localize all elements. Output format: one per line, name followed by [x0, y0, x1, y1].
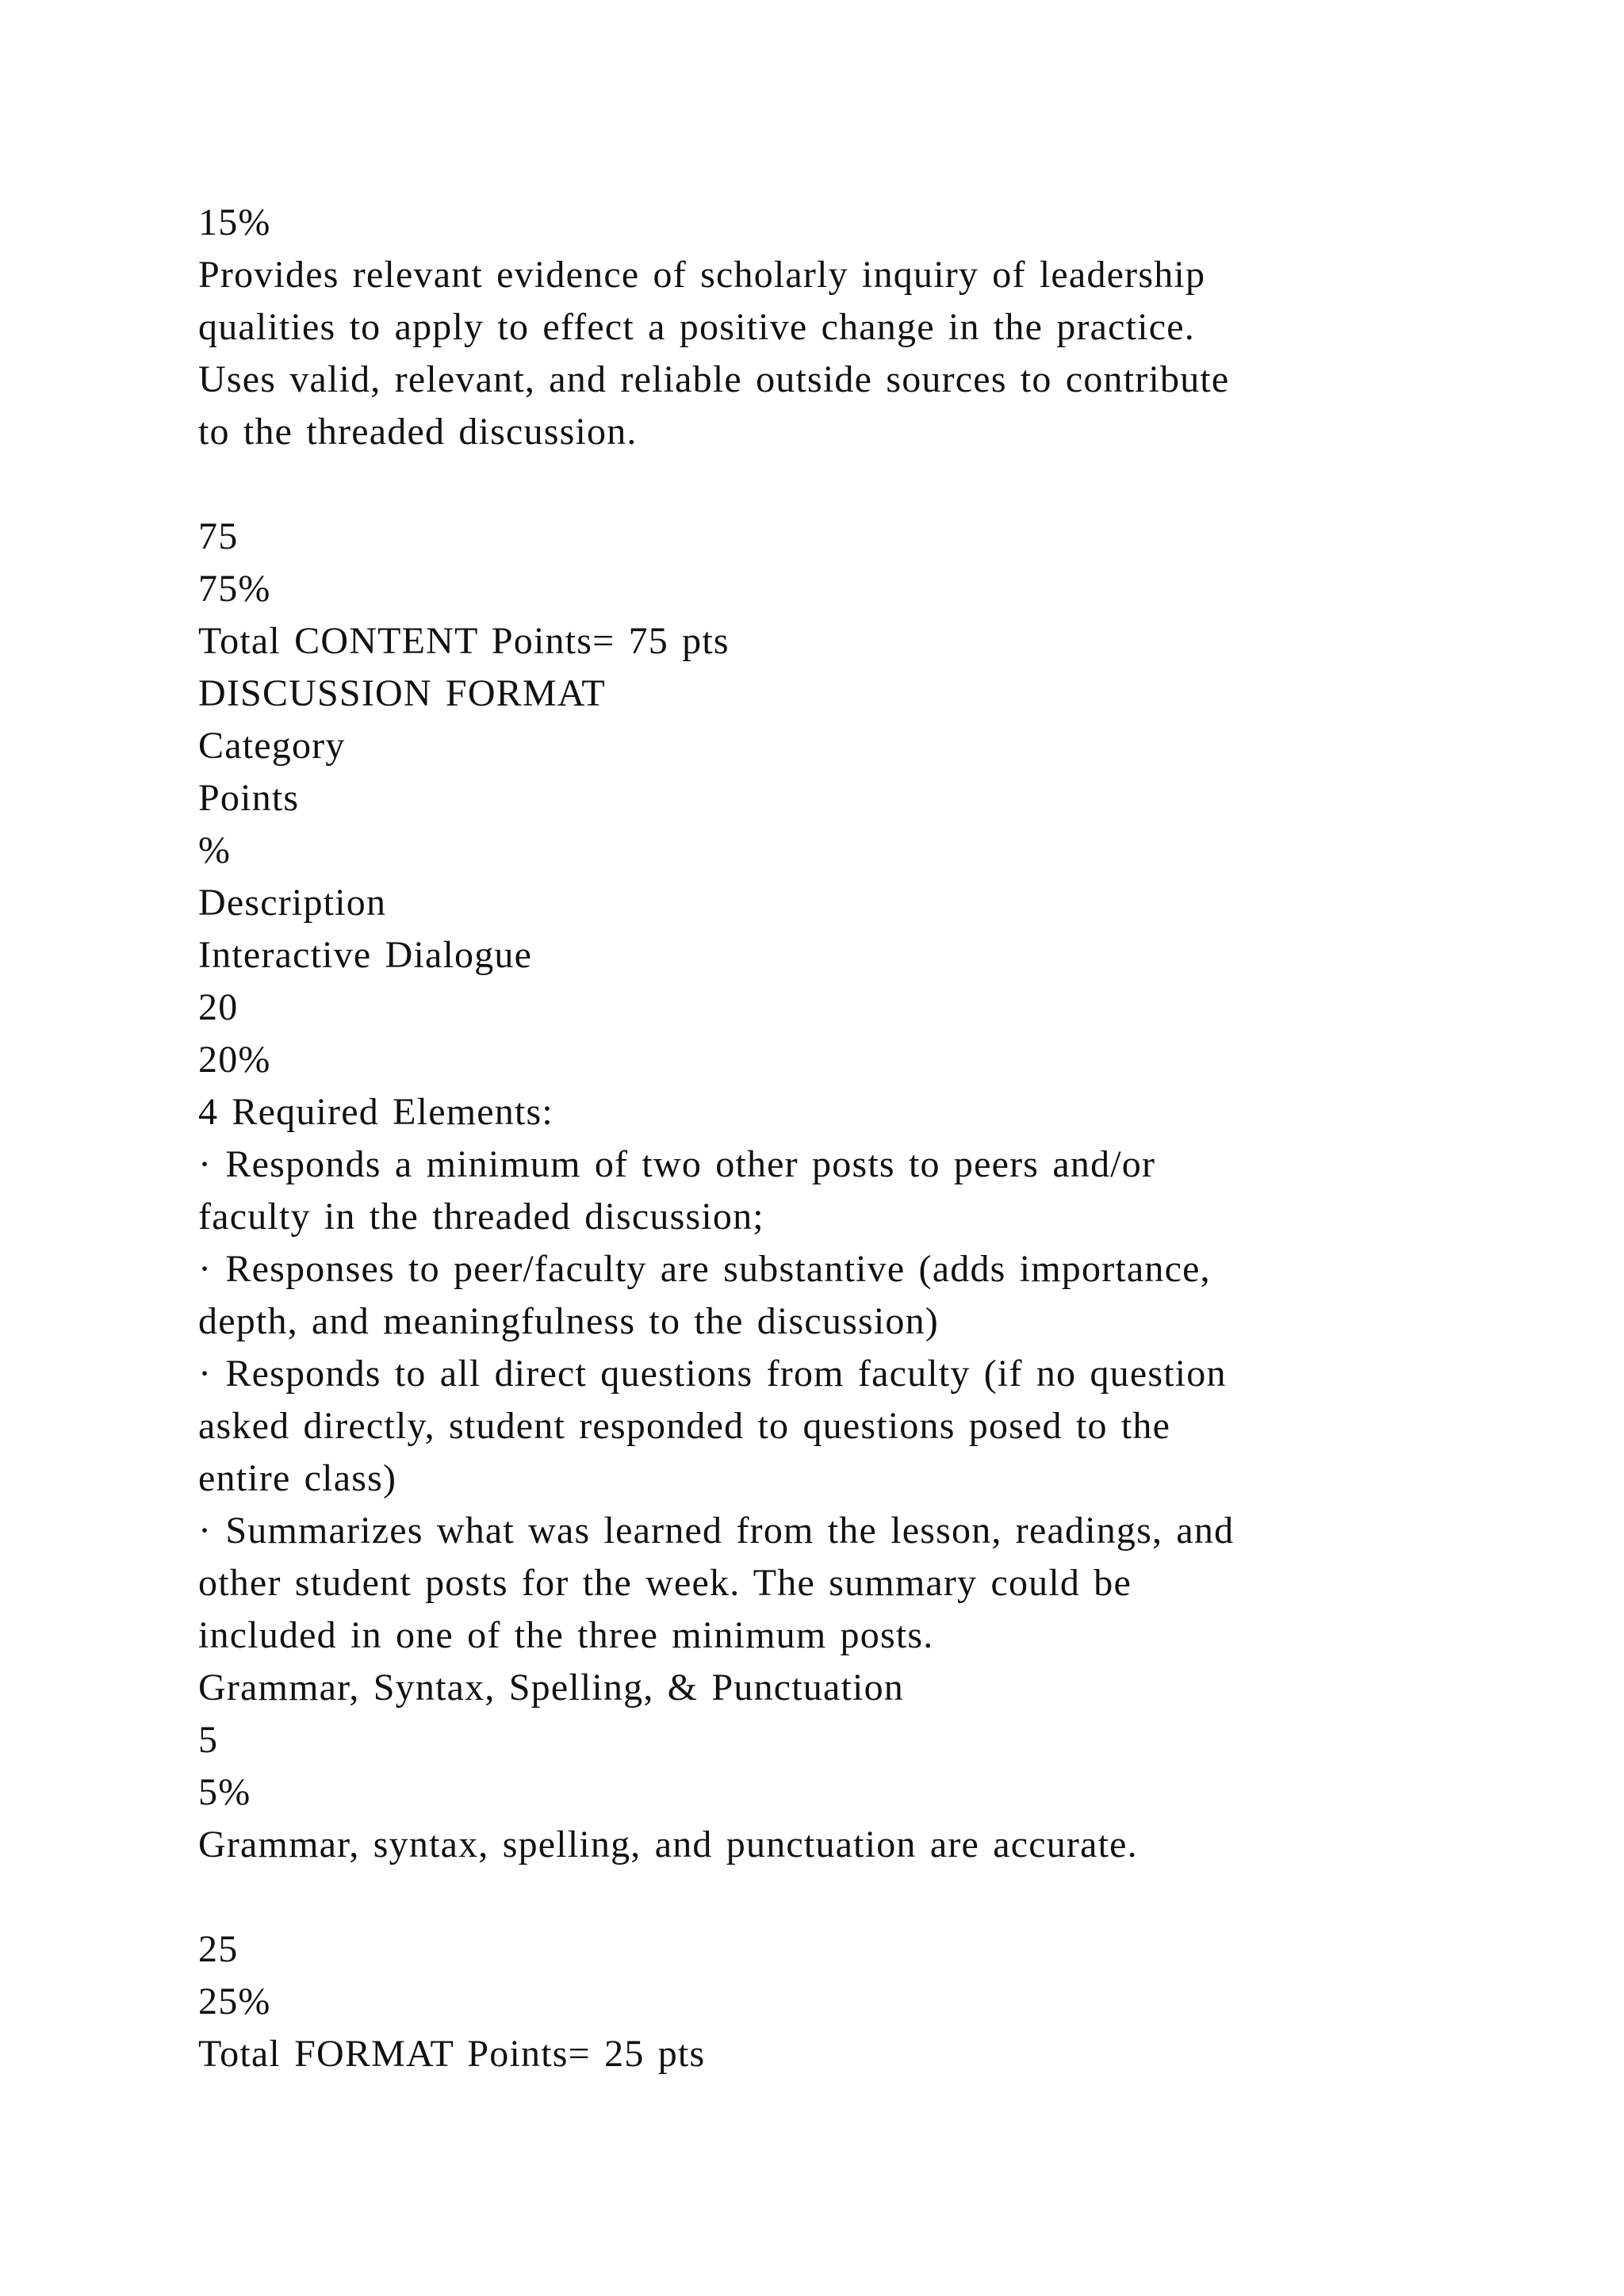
text-line: other student posts for the week. The summary could be: [198, 1562, 1132, 1604]
text-line: qualities to apply to effect a positive change in the practice.: [198, 306, 1195, 348]
text-line: to the threaded discussion.: [198, 411, 638, 453]
bullet-line: · Responses to peer/faculty are substantive (adds importance,: [198, 1248, 1211, 1290]
column-header-points: Points: [198, 777, 300, 819]
column-header-percent: %: [198, 829, 232, 871]
text-line: Grammar, syntax, spelling, and punctuation are accurate.: [198, 1823, 1138, 1866]
text-line: 75: [198, 515, 239, 557]
bullet-line: · Responds a minimum of two other posts to peers and/or: [198, 1143, 1156, 1185]
text-line: depth, and meaningfulness to the discussion): [198, 1300, 939, 1342]
text-line: 5: [198, 1719, 219, 1761]
blank-line: [198, 1871, 1467, 1923]
text-line: 75%: [198, 568, 271, 610]
text-line: 15%: [198, 201, 271, 243]
blank-line: [198, 458, 1467, 511]
text-line: Provides relevant evidence of scholarly inquiry of leadership: [198, 254, 1206, 296]
text-line: Uses valid, relevant, and reliable outside sources to contribute: [198, 358, 1230, 400]
total-content-points: Total CONTENT Points= 75 pts: [198, 620, 730, 662]
total-format-points: Total FORMAT Points= 25 pts: [198, 2033, 706, 2075]
text-line: faculty in the threaded discussion;: [198, 1196, 764, 1238]
section-heading-discussion-format: DISCUSSION FORMAT: [198, 672, 606, 714]
column-header-description: Description: [198, 882, 387, 924]
text-line: asked directly, student responded to questions posed to the: [198, 1405, 1171, 1447]
text-line: 4 Required Elements:: [198, 1091, 553, 1133]
text-line: entire class): [198, 1457, 397, 1499]
text-line: 5%: [198, 1771, 251, 1813]
bullet-line: · Responds to all direct questions from faculty (if no question: [198, 1353, 1227, 1395]
text-line: 25: [198, 1928, 239, 1970]
column-header-category: Category: [198, 725, 346, 767]
text-line: included in one of the three minimum posts.: [198, 1614, 934, 1656]
text-line: 20: [198, 986, 239, 1028]
category-interactive-dialogue: Interactive Dialogue: [198, 934, 533, 976]
text-line: 20%: [198, 1039, 271, 1081]
document-body: [198, 197, 1467, 2080]
category-grammar: Grammar, Syntax, Spelling, & Punctuation: [198, 1667, 904, 1709]
bullet-line: · Summarizes what was learned from the lesson, readings, and: [198, 1510, 1235, 1552]
text-line: 25%: [198, 1980, 271, 2022]
